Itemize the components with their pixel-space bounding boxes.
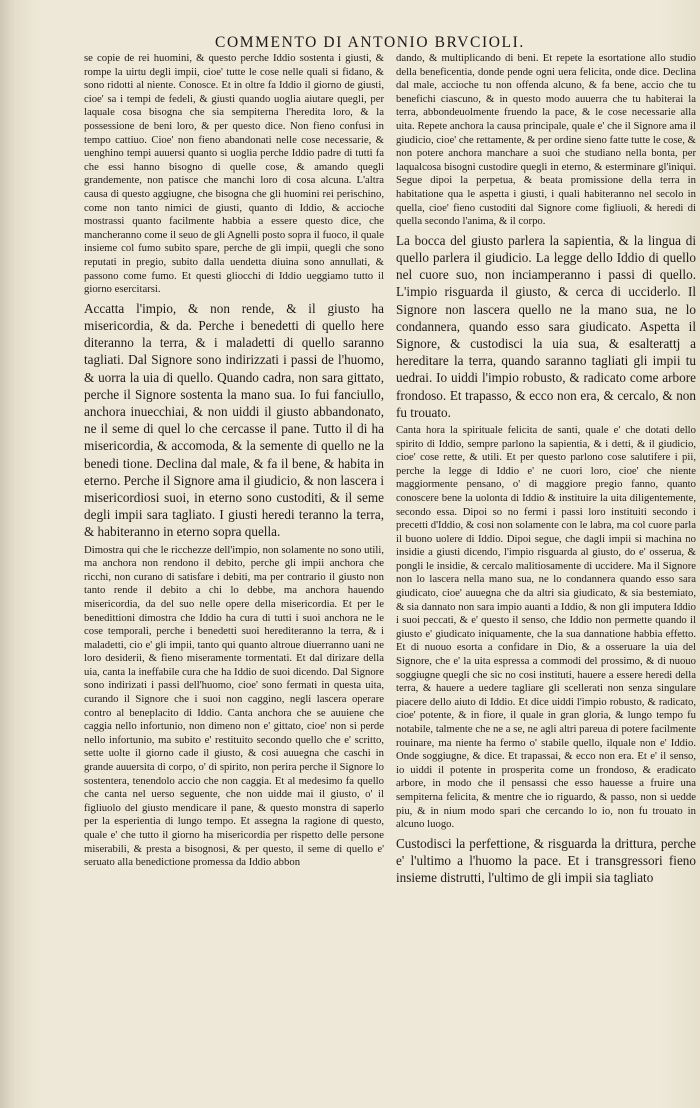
commentary-paragraph: Canta hora la spirituale felicita de santi, quale e' che dotati dello spirito di Iddio, sempre parlono la sapientia, & i detti, & il giudicio, cioe' cose rette, & utili. Et per questo parlono cose salutifere i pii, perche la legge di Iddio e' ne cuori loro, cioe' che niente maggiormente pensano, o' di maggiore pregio fanno, quanto conoscere bene la uolonta di Iddio & instituire la uita diligentemente, secondo essa. Dipoi so no fermi i passi loro instituiti secondo i precetti d'Iddio, & cosi non solamente con le labra, ma col cuore parla il buono uolere di Iddio. Dipoi segue, che dagli impii si machina no insidie a giusti dicendo, l'impio risguarda al giusto, do e' osserua, & pongli le insidie, & cercalo malitiosamente di uccidere. Ma il Signore non lo lascera nella mano sua, ne lo condannera quando esso sara giudicato, cioe' auuegna che da altri sia giudicato, & sia bestemiato, & sia dannato non sara impio auanti a Iddio, & non gli imputera Iddio i suoi peccati, & e' questo il senso, che Iddio non permette quando il giusto e' giudicato iniquamente, che la sua dannatione habbia effetto. Et di nuouo esorta a confidare in Dio, & a osseruare la uia del Signore, che e' la uita espressa a commodi del prossimo, & di nuouo soggiugne quegli che sic no cosi instituti, hauere a essere heredi della terra, & hauere a uedere tagliare gli scellerati non senza singulare piacere dello aiuto di Iddio. Et dice uiddi l'impio robusto, & radicato, cioe' potente, & in fiore, il quale in gran gloria, & lungo tempo fu notabile, talmente che ne a se, ne agli altri pareua di potere facilmente rouinare, ma niente ha fermo o' stabile quello, ilquale non e' Iddio. Onde soggiugne, & dice. Et trapassai, & ecco non era. Et e' il senso, io uiddi il potente in prosperita come un frondoso, & eradicato arbore, in modo che il pensassi che esso hauesse a fruire una sempiterna felicita, & mentre che io riguardo, & passo, non si uedde piu, & in nium modo spari che cercando lo io, non fu trouato in alcuno luogo. <box>396 423 696 831</box>
running-head: COMMENTO DI ANTONIO BRVCIOLI. <box>215 34 525 51</box>
scripture-passage: Custodisci la perfettione, & risguarda la drittura, perche e' l'ultimo a l'huomo la pace. Et i transgressori fieno insieme distrutti, l'ultimo de gli impii sia tagliato <box>396 835 696 886</box>
right-column <box>396 52 696 1102</box>
commentary-paragraph: dando, & multiplicando di beni. Et repete la esortatione allo studio della beneficentia, donde pende ogni uera felicita, onde dice. Declina dal male, accioche tu non offenda alcuno, & fa bene, accio che tu benefichi ciascuno, & in questo modo auuerra che tu habiterai la terra, abbondeuolmente fruendo la pace, & le cose necessarie alla uita. Repete anchora la causa principale, quale e' che il Signore ama il giudicio, cioe' che rettamente, & per ordine sieno fatte tutte le cose, & non potere anchora manchare a suoi che studiano nella bonta, per laqualcosa bisogni custodire quegli in eterno, & esterminare gl'iniqui. Segue dipoi la perpetua, & beata promissione della terra in habitatione qua le aspetta i giusti, i quali habiteranno nel secolo in quella, cioe' fieno custoditi dal Signore come figliuoli, & heredi di quella secondo l'anima, & il corpo. <box>396 52 696 228</box>
commentary-paragraph: se copie de rei huomini, & questo perche Iddio sostenta i giusti, & rompe la uirtu degli impii, cioe' tutte le cose nelle quali si fidano, & sono ridotti al niente. Conosce. Et in oltre fa Iddio il giorno de giusti, cioe' sa i tempi de fedeli, & giusti quando uoglia aiutare quegli, per laquale cosa bisogna che sia sempiterna l'heredita loro, & la possessione de beni loro, & per questo dice. Non fieno confusi in tempo cattiuo. Cioe' non fieno abandonati nelle cose necessarie, & uenghino tempi auuersi quanto si uoglia perche Iddio padre di tutti fa che essi hanno bisogno di quelle cose, & amando quegli grandemente, non patisce che manchi loro di cosa alcuna. L'altra causa di questo aggiugne, che bisogna che gli huomini rei perischino, come non tanto nimici de giusti, quanto di Iddio, & accioche mostrassi quanto facilmente habbia a essere questo dice, che mancheranno come il seuo de gli Agnelli posto sopra il fuoco, il quale insieme col fumo subito spare, perche de gli impii, quegli che sono reputati in pregio, subito dalla uendetta diuina sono annullati, & passono come fumo. Et questi gliocchi di Iddio ueggiamo tutto il giorno esercitarsi. <box>84 52 384 296</box>
scripture-passage: La bocca del giusto parlera la sapientia, & la lingua di quello parlera il giudicio. La legge dello Iddio di quello nel cuore suo, non inciamperanno i passi di quello. L'impio risguarda il giusto, & cerca di ucciderlo. Il Signore non lascera quello ne la mano sua, ne lo condannera, quando esso sara giudicato. Aspetta il Signore, & custodisci la uia sua, & esalterattj a hereditare la terra, quando saranno tagliati gli impii tu uedrai. Io uiddi l'impio robusto, & radicato come arbore frondoso. Et trapasso, & ecco non era, & cercalo, & non fu trouato. <box>396 232 696 420</box>
scripture-passage: Accatta l'impio, & non rende, & il giusto ha misericordia, & da. Perche i benedetti di quello here diteranno la terra, & i maladetti di quello saranno tagliati. Dal Signore sono indirizzati i passi de l'huomo, & uorra la uia di quello. Quando cadra, non sara gittato, perche il Signore sostenta la mano sua. Io fui fanciullo, anchora inuecchiai, & non uiddi il giusto abbandonato, ne il seme di quel lo che cercasse il pane. Tutto il di ha misericordia, & accomoda, & la semente di quello ne la benedi tione. Declina dal male, & fa il bene, & habita in eterno. Perche il Signore ama il giudicio, & non lascera i misericordiosi suoi, in eterno sono custoditi, & il seme degli impii sara tagliato. I giusti heredi teranno la terra, & habiteranno in eterno sopra quella. <box>84 300 384 540</box>
commentary-paragraph: Dimostra qui che le ricchezze dell'impio, non solamente no sono utili, ma anchora non rendono il debito, perche gli impii anchora che ricchi, non curano di satisfare i debiti, ma per contrario il giusto non tanto rende il debito a chi lo debbe, ma anchora hauendo misericordia, da del suo nelle opere della misericordia. Et per le benedittioni dimostra che Iddio ha cura di tutti i suoi anchora ne le cose temporali, perche i benedetti suoi herediteranno la terra, & i maladetti, cio e' gli impii, tanto qui quanto altroue diuerranno uani ne loro desiderii, & fieno miseramente tormentati. Et dal dirizare della uia, canta la ineffabile cura che ha Iddio de suoi dicendo. Dal Signore sono indirizati i passi dell'huomo, cioe' sono fermati in questa uita, curando il Signore che i suoi non caggino, negli lascera operare contro al beneplacito di Iddio. Canta anchora che se auuiene che caggia nello infortunio, non dimeno non e' gittato, cioe' non si perde nello infortunio, ma subito e' restituito secondo quello che e' scritto, sette uolte il giorno cade il giusto, & cosi auuegna che caschi in grande auuersita di corpo, o' di spirito, non perira perche il Signore lo sostentera, tenendolo accio che non caggia. Et al medesimo fa quello che canta nel uerso seguente, che non uidde mai il giusto, o' il figliuolo del giusto mendicare il pane, & questo monstra di saperlo per la esperientia di lungo tempo. Et assegna la ragione di questo, quale e' che tutto il giorno ha misericordia per rispetto delle persone miserabili, & presta a bisognosi, & per questo, il seme di quello e' seruato alla benedictione promessa da Iddio abbon <box>84 543 384 869</box>
left-column <box>84 52 384 1102</box>
